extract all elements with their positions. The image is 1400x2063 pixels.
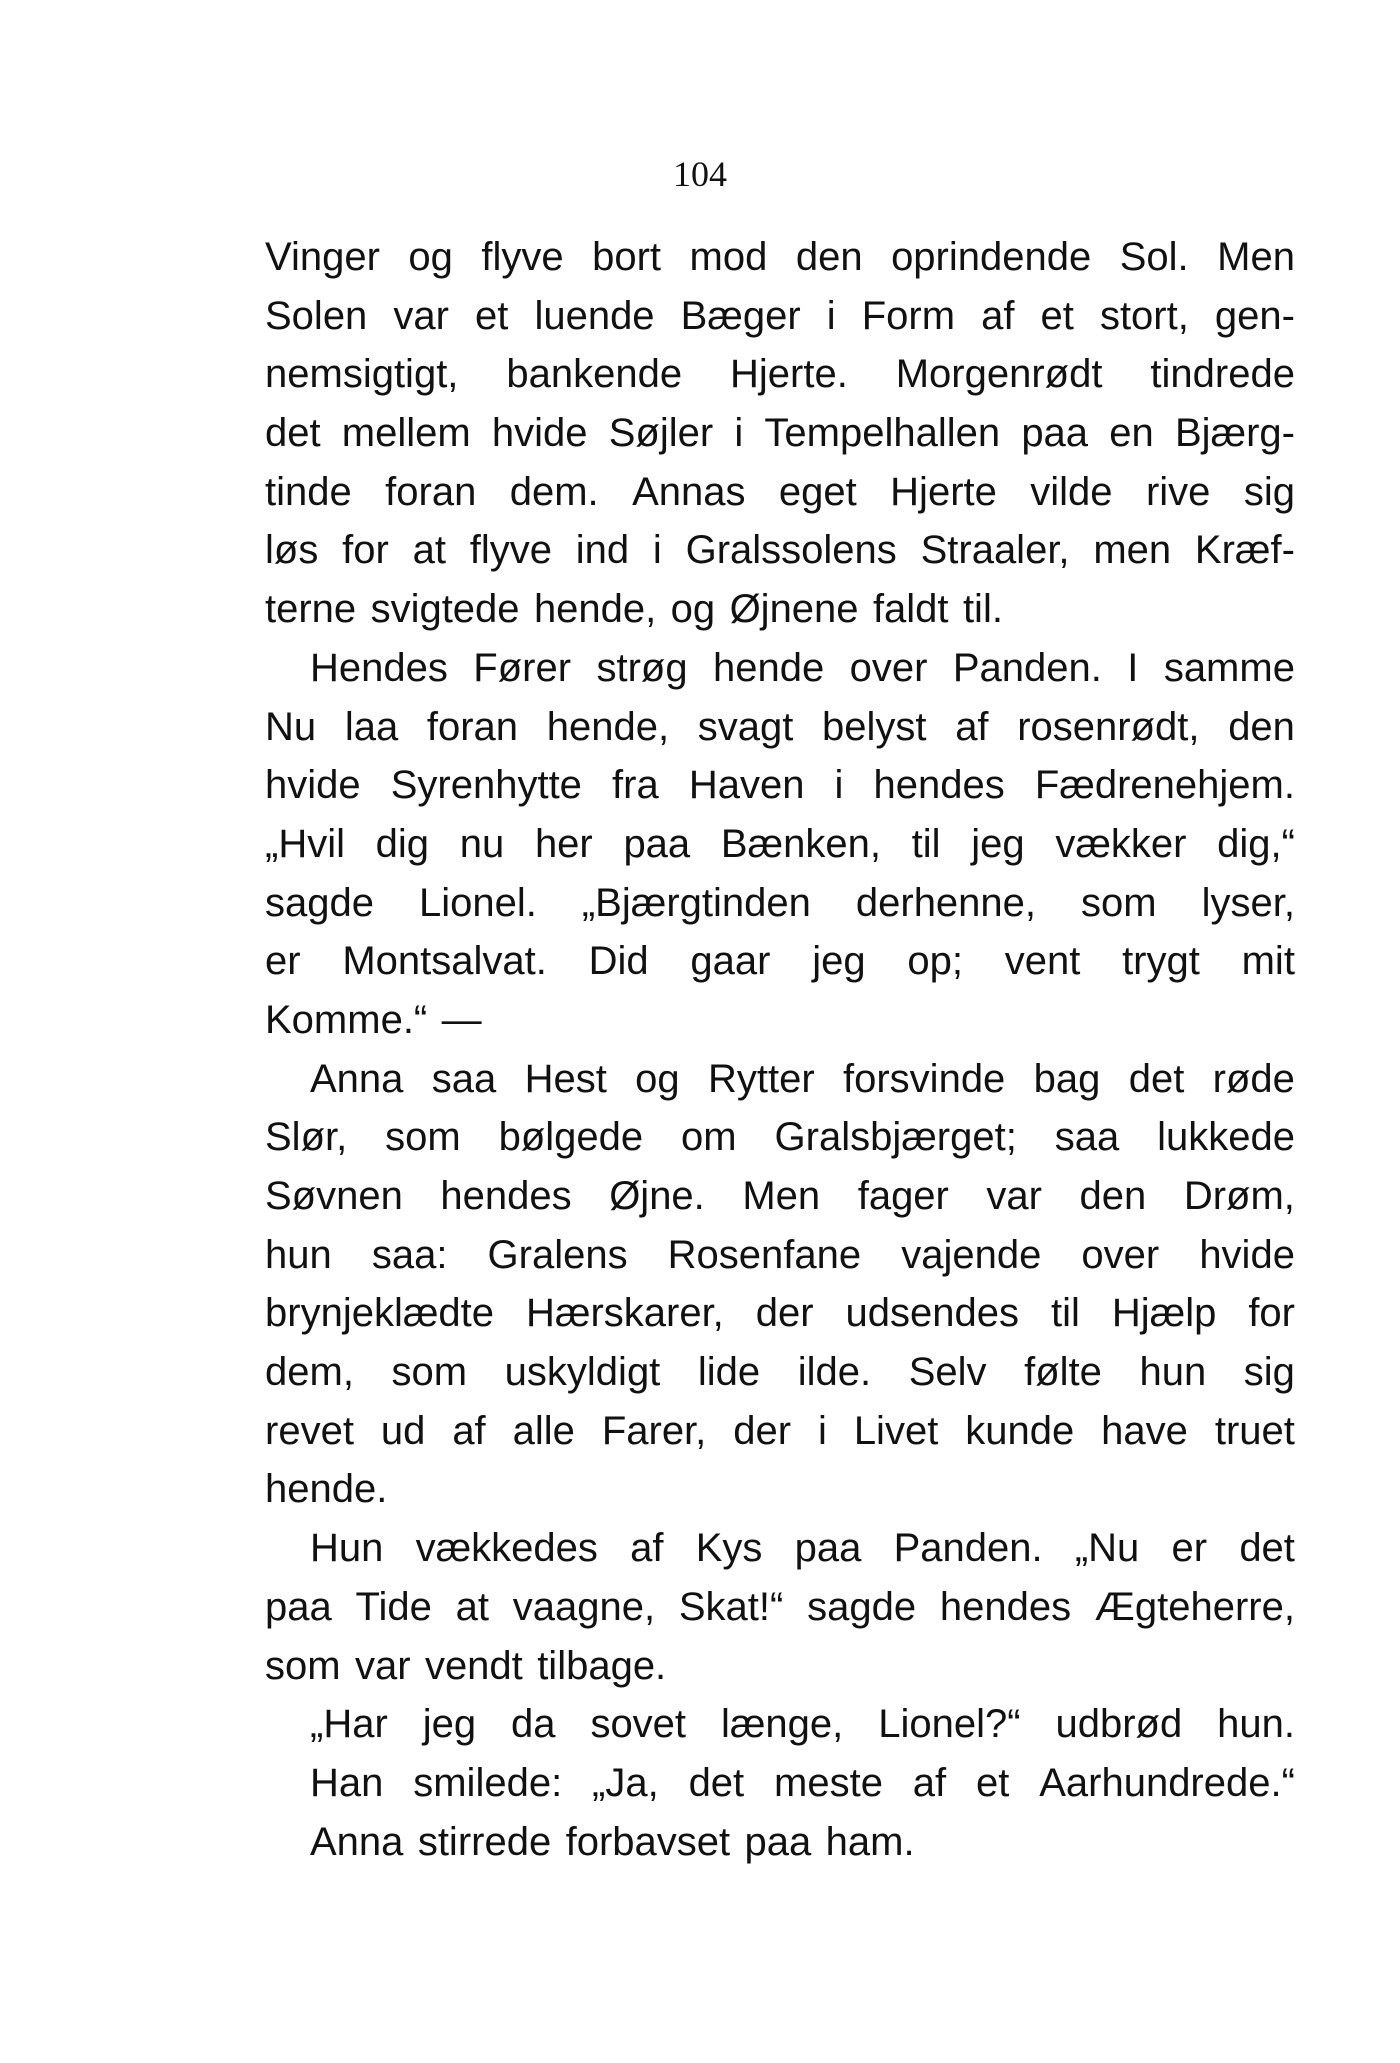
word: i bbox=[826, 293, 836, 338]
text-line bbox=[265, 580, 1295, 639]
word: Vinger bbox=[265, 235, 380, 279]
word: mod bbox=[689, 235, 768, 279]
word: af bbox=[912, 1760, 947, 1805]
word: sagde bbox=[265, 880, 374, 925]
word: om bbox=[681, 1115, 737, 1160]
word: udbrød bbox=[1055, 1702, 1183, 1747]
text-line bbox=[265, 1754, 1295, 1813]
word: Men bbox=[742, 1174, 821, 1218]
word: hende, bbox=[546, 704, 670, 749]
word: Did bbox=[588, 939, 649, 984]
word: den bbox=[1079, 1174, 1147, 1218]
word: ind bbox=[575, 528, 630, 573]
word: bort bbox=[592, 235, 662, 279]
word: „Ja, bbox=[592, 1760, 659, 1805]
word: Panden. bbox=[952, 645, 1102, 690]
word: have bbox=[1101, 1408, 1188, 1453]
word: belyst bbox=[822, 704, 927, 749]
word: kunde bbox=[965, 1408, 1075, 1453]
word: Morgenrødt bbox=[895, 352, 1103, 397]
word: det bbox=[1239, 1526, 1295, 1571]
word: terne bbox=[265, 587, 357, 632]
word: Straaler, bbox=[920, 528, 1070, 573]
word: smilede: bbox=[413, 1760, 563, 1805]
word: i bbox=[834, 763, 844, 808]
word: af bbox=[955, 704, 989, 749]
word: hendes bbox=[939, 1584, 1072, 1629]
word: et bbox=[475, 293, 509, 338]
word: samme bbox=[1163, 645, 1295, 690]
text-line bbox=[265, 404, 1295, 463]
word: Gralsbjærget; bbox=[774, 1115, 1017, 1160]
word: Solen bbox=[265, 293, 368, 338]
word: foran bbox=[385, 469, 477, 514]
word: et bbox=[1040, 293, 1074, 338]
word: rosenrødt, bbox=[1017, 704, 1200, 749]
word: bølgede bbox=[498, 1115, 644, 1160]
word: Kræf- bbox=[1194, 528, 1295, 573]
word: vajende bbox=[901, 1232, 1042, 1277]
word: Anna bbox=[310, 1819, 404, 1864]
word: paa bbox=[623, 821, 691, 866]
word: Hendes bbox=[310, 645, 448, 690]
word: Hun bbox=[310, 1526, 384, 1571]
word: hendes bbox=[440, 1174, 572, 1218]
word: for bbox=[342, 528, 389, 573]
word: Sol. bbox=[1119, 235, 1189, 279]
word: stirrede bbox=[417, 1819, 552, 1864]
text-line bbox=[265, 287, 1295, 346]
word: vækkedes bbox=[415, 1526, 598, 1571]
word: Gralssolens bbox=[685, 528, 897, 573]
word: Søjler bbox=[608, 411, 714, 456]
word: Nu bbox=[265, 704, 317, 749]
word: sig bbox=[1243, 1350, 1295, 1395]
word: og bbox=[408, 235, 453, 279]
word: Livet bbox=[853, 1408, 939, 1453]
text-line bbox=[265, 1343, 1295, 1402]
word: var bbox=[393, 293, 449, 338]
word: foran bbox=[426, 704, 519, 749]
text-line bbox=[265, 1637, 1295, 1696]
word: til bbox=[1051, 1291, 1080, 1336]
word: da bbox=[511, 1702, 556, 1747]
word: faldt bbox=[872, 587, 949, 632]
word: gen- bbox=[1214, 293, 1295, 338]
word: paa bbox=[744, 1819, 812, 1864]
text-line bbox=[265, 463, 1295, 522]
word: Farer, bbox=[601, 1408, 707, 1453]
word: af bbox=[981, 293, 1015, 338]
text-line bbox=[265, 1695, 1295, 1754]
word: Men bbox=[1217, 235, 1295, 279]
word: ilde. bbox=[797, 1350, 872, 1395]
word: Form bbox=[861, 293, 956, 338]
word: i bbox=[652, 528, 662, 573]
word: „Bjærgtinden bbox=[581, 880, 811, 925]
word: vent bbox=[1004, 939, 1081, 984]
word: truet bbox=[1214, 1408, 1295, 1453]
word: vendt bbox=[424, 1643, 523, 1688]
word: Øjnene bbox=[729, 587, 859, 632]
text-line bbox=[265, 521, 1295, 580]
word: lukkede bbox=[1157, 1115, 1295, 1160]
word: strøg bbox=[596, 645, 688, 690]
word: Tide bbox=[355, 1584, 432, 1629]
word: saa: bbox=[371, 1232, 448, 1277]
word: udsendes bbox=[845, 1291, 1020, 1336]
text-line bbox=[265, 345, 1295, 404]
word: jeg bbox=[971, 821, 1025, 866]
word: Hærskarer, bbox=[525, 1291, 724, 1336]
text-line bbox=[265, 1578, 1295, 1637]
word: er bbox=[265, 939, 301, 984]
word: hende bbox=[712, 645, 825, 690]
word: følte bbox=[1024, 1350, 1102, 1395]
word: flyve bbox=[481, 235, 564, 279]
word: mit bbox=[1241, 939, 1295, 984]
word: det bbox=[1128, 1056, 1185, 1101]
word: røde bbox=[1212, 1056, 1295, 1101]
word: tinde bbox=[265, 469, 352, 514]
word: Kys bbox=[695, 1526, 763, 1571]
word: Aarhundrede.“ bbox=[1039, 1760, 1295, 1805]
word: Ægteherre, bbox=[1094, 1584, 1295, 1629]
word: fra bbox=[612, 763, 659, 808]
word: svagt bbox=[697, 704, 794, 749]
word: Bæger bbox=[680, 293, 801, 338]
word: gaar bbox=[690, 939, 771, 984]
word: ham. bbox=[825, 1819, 915, 1864]
page-number: 104 bbox=[673, 154, 727, 194]
word: Gralens bbox=[487, 1232, 628, 1277]
word: „Nu bbox=[1074, 1526, 1140, 1571]
word: Lionel. bbox=[418, 880, 537, 925]
word: Annas bbox=[632, 469, 746, 514]
word: Fædrenehjem. bbox=[1034, 763, 1295, 808]
text-line bbox=[265, 874, 1295, 933]
text-line bbox=[265, 1167, 1295, 1226]
word: Drøm, bbox=[1183, 1174, 1295, 1218]
word: som bbox=[391, 1350, 468, 1395]
word: bag bbox=[1033, 1056, 1101, 1101]
word: her bbox=[534, 821, 593, 866]
word: der bbox=[755, 1291, 814, 1336]
word: saa bbox=[431, 1056, 497, 1101]
word: forsvinde bbox=[843, 1056, 1006, 1101]
word: den bbox=[795, 235, 863, 279]
word: Tempelhallen bbox=[764, 411, 1001, 456]
text-line bbox=[265, 1460, 1295, 1519]
word: i bbox=[734, 411, 744, 456]
word: som bbox=[385, 1115, 461, 1160]
text-line bbox=[265, 991, 1295, 1050]
word: over bbox=[849, 645, 928, 690]
word: hendes bbox=[873, 763, 1005, 808]
word: laa bbox=[344, 704, 399, 749]
word: Montsalvat. bbox=[342, 939, 547, 984]
word: en bbox=[1109, 411, 1154, 456]
word: Haven bbox=[688, 763, 805, 808]
text-line bbox=[265, 639, 1295, 698]
word: i bbox=[817, 1408, 827, 1453]
word: Skat!“ bbox=[678, 1584, 784, 1629]
word: Anna bbox=[310, 1056, 404, 1101]
word: at bbox=[455, 1584, 489, 1629]
word: Lionel?“ bbox=[878, 1702, 1021, 1747]
word: flyve bbox=[469, 528, 552, 573]
word: hvide bbox=[1199, 1232, 1295, 1277]
word: over bbox=[1081, 1232, 1160, 1277]
word: paa bbox=[265, 1584, 332, 1629]
word: rive bbox=[1145, 469, 1211, 514]
word: et bbox=[976, 1760, 1010, 1805]
word: op; bbox=[907, 939, 963, 984]
word: Øjne. bbox=[609, 1174, 705, 1218]
word: vaagne, bbox=[512, 1584, 656, 1629]
word: Bænken, bbox=[720, 821, 881, 866]
word: det bbox=[265, 411, 321, 456]
word: luende bbox=[534, 293, 655, 338]
word: af bbox=[452, 1408, 486, 1453]
word: fager bbox=[857, 1174, 949, 1218]
word: var bbox=[986, 1174, 1042, 1218]
word: dig,“ bbox=[1217, 821, 1295, 866]
word: hvide bbox=[265, 763, 361, 808]
word: tindrede bbox=[1150, 352, 1295, 397]
word: hende, bbox=[533, 587, 657, 632]
word: og bbox=[670, 587, 716, 632]
word: hvide bbox=[491, 411, 588, 456]
word: stort, bbox=[1099, 293, 1189, 338]
word: sagde bbox=[807, 1584, 917, 1629]
word: — bbox=[441, 997, 482, 1042]
word: Rytter bbox=[707, 1056, 815, 1101]
word: hende. bbox=[265, 1467, 388, 1512]
word: som bbox=[265, 1643, 341, 1688]
word: af bbox=[630, 1526, 664, 1571]
text-line bbox=[265, 1226, 1295, 1285]
word: derhenne, bbox=[855, 880, 1037, 925]
word: som bbox=[1081, 880, 1157, 925]
word: til bbox=[911, 821, 941, 866]
word: hun bbox=[1139, 1350, 1207, 1395]
word: jeg bbox=[422, 1702, 477, 1747]
word: meste bbox=[774, 1760, 883, 1805]
word: men bbox=[1093, 528, 1172, 573]
text-line bbox=[265, 756, 1295, 815]
word: bankende bbox=[506, 352, 683, 397]
text-line bbox=[265, 1284, 1295, 1343]
text-line bbox=[265, 932, 1295, 991]
word: lyser, bbox=[1201, 880, 1295, 925]
word: sovet bbox=[590, 1702, 687, 1747]
word: dem, bbox=[265, 1350, 354, 1395]
word: trygt bbox=[1122, 939, 1200, 984]
word: vækker bbox=[1055, 821, 1187, 866]
word: Søvnen bbox=[265, 1174, 403, 1218]
word: ud bbox=[380, 1408, 426, 1453]
text-line bbox=[265, 228, 1295, 287]
text-line bbox=[265, 815, 1295, 874]
word: den bbox=[1228, 704, 1295, 749]
word: løs bbox=[265, 528, 319, 573]
word: „Har bbox=[310, 1702, 388, 1747]
word: alle bbox=[512, 1408, 575, 1453]
word: I bbox=[1127, 645, 1139, 690]
word: tilbage. bbox=[537, 1643, 667, 1688]
word: Hest bbox=[524, 1056, 607, 1101]
word: er bbox=[1171, 1526, 1208, 1571]
word: revet bbox=[265, 1408, 354, 1453]
word: for bbox=[1248, 1291, 1295, 1336]
word: Hjerte bbox=[890, 469, 997, 514]
word: og bbox=[635, 1056, 680, 1101]
word: nu bbox=[459, 821, 505, 866]
word: brynjeklædte bbox=[265, 1291, 495, 1336]
word: eget bbox=[778, 469, 857, 514]
word: uskyldigt bbox=[504, 1350, 661, 1395]
word: der bbox=[733, 1408, 792, 1453]
word: dig bbox=[375, 821, 430, 866]
word: at bbox=[412, 528, 446, 573]
word: svigtede bbox=[370, 587, 520, 632]
word: Han bbox=[310, 1760, 384, 1805]
word: Fører bbox=[473, 645, 572, 690]
body-text bbox=[265, 228, 1295, 1871]
text-line bbox=[265, 1108, 1295, 1167]
word: til. bbox=[962, 587, 1003, 632]
word: hun. bbox=[1217, 1702, 1295, 1747]
text-line bbox=[265, 1813, 1295, 1872]
word: mellem bbox=[341, 411, 471, 456]
word: hun bbox=[265, 1232, 332, 1277]
word: Selv bbox=[908, 1350, 987, 1395]
word: paa bbox=[1021, 411, 1089, 456]
word: oprindende bbox=[891, 235, 1092, 279]
text-line bbox=[265, 1519, 1295, 1578]
word: „Hvil bbox=[265, 821, 345, 866]
word: nemsigtigt, bbox=[265, 352, 459, 397]
word: længe, bbox=[720, 1702, 844, 1747]
word: Hjerte. bbox=[730, 352, 848, 397]
word: paa bbox=[794, 1526, 862, 1571]
word: sig bbox=[1243, 469, 1295, 514]
word: Syrenhytte bbox=[390, 763, 582, 808]
text-line bbox=[265, 1050, 1295, 1109]
text-line bbox=[265, 1402, 1295, 1461]
word: vilde bbox=[1030, 469, 1113, 514]
word: Slør, bbox=[265, 1115, 348, 1160]
word: saa bbox=[1054, 1115, 1120, 1160]
text-line bbox=[265, 698, 1295, 757]
word: det bbox=[688, 1760, 745, 1805]
word: Rosenfane bbox=[667, 1232, 862, 1277]
word: lide bbox=[697, 1350, 761, 1395]
word: jeg bbox=[812, 939, 866, 984]
word: var bbox=[354, 1643, 411, 1688]
word: dem. bbox=[509, 469, 599, 514]
word: forbavset bbox=[565, 1819, 731, 1864]
word: Panden. bbox=[893, 1526, 1043, 1571]
word: Bjærg- bbox=[1174, 411, 1295, 456]
word: Hjælp bbox=[1111, 1291, 1217, 1336]
word: Komme.“ bbox=[265, 997, 428, 1042]
